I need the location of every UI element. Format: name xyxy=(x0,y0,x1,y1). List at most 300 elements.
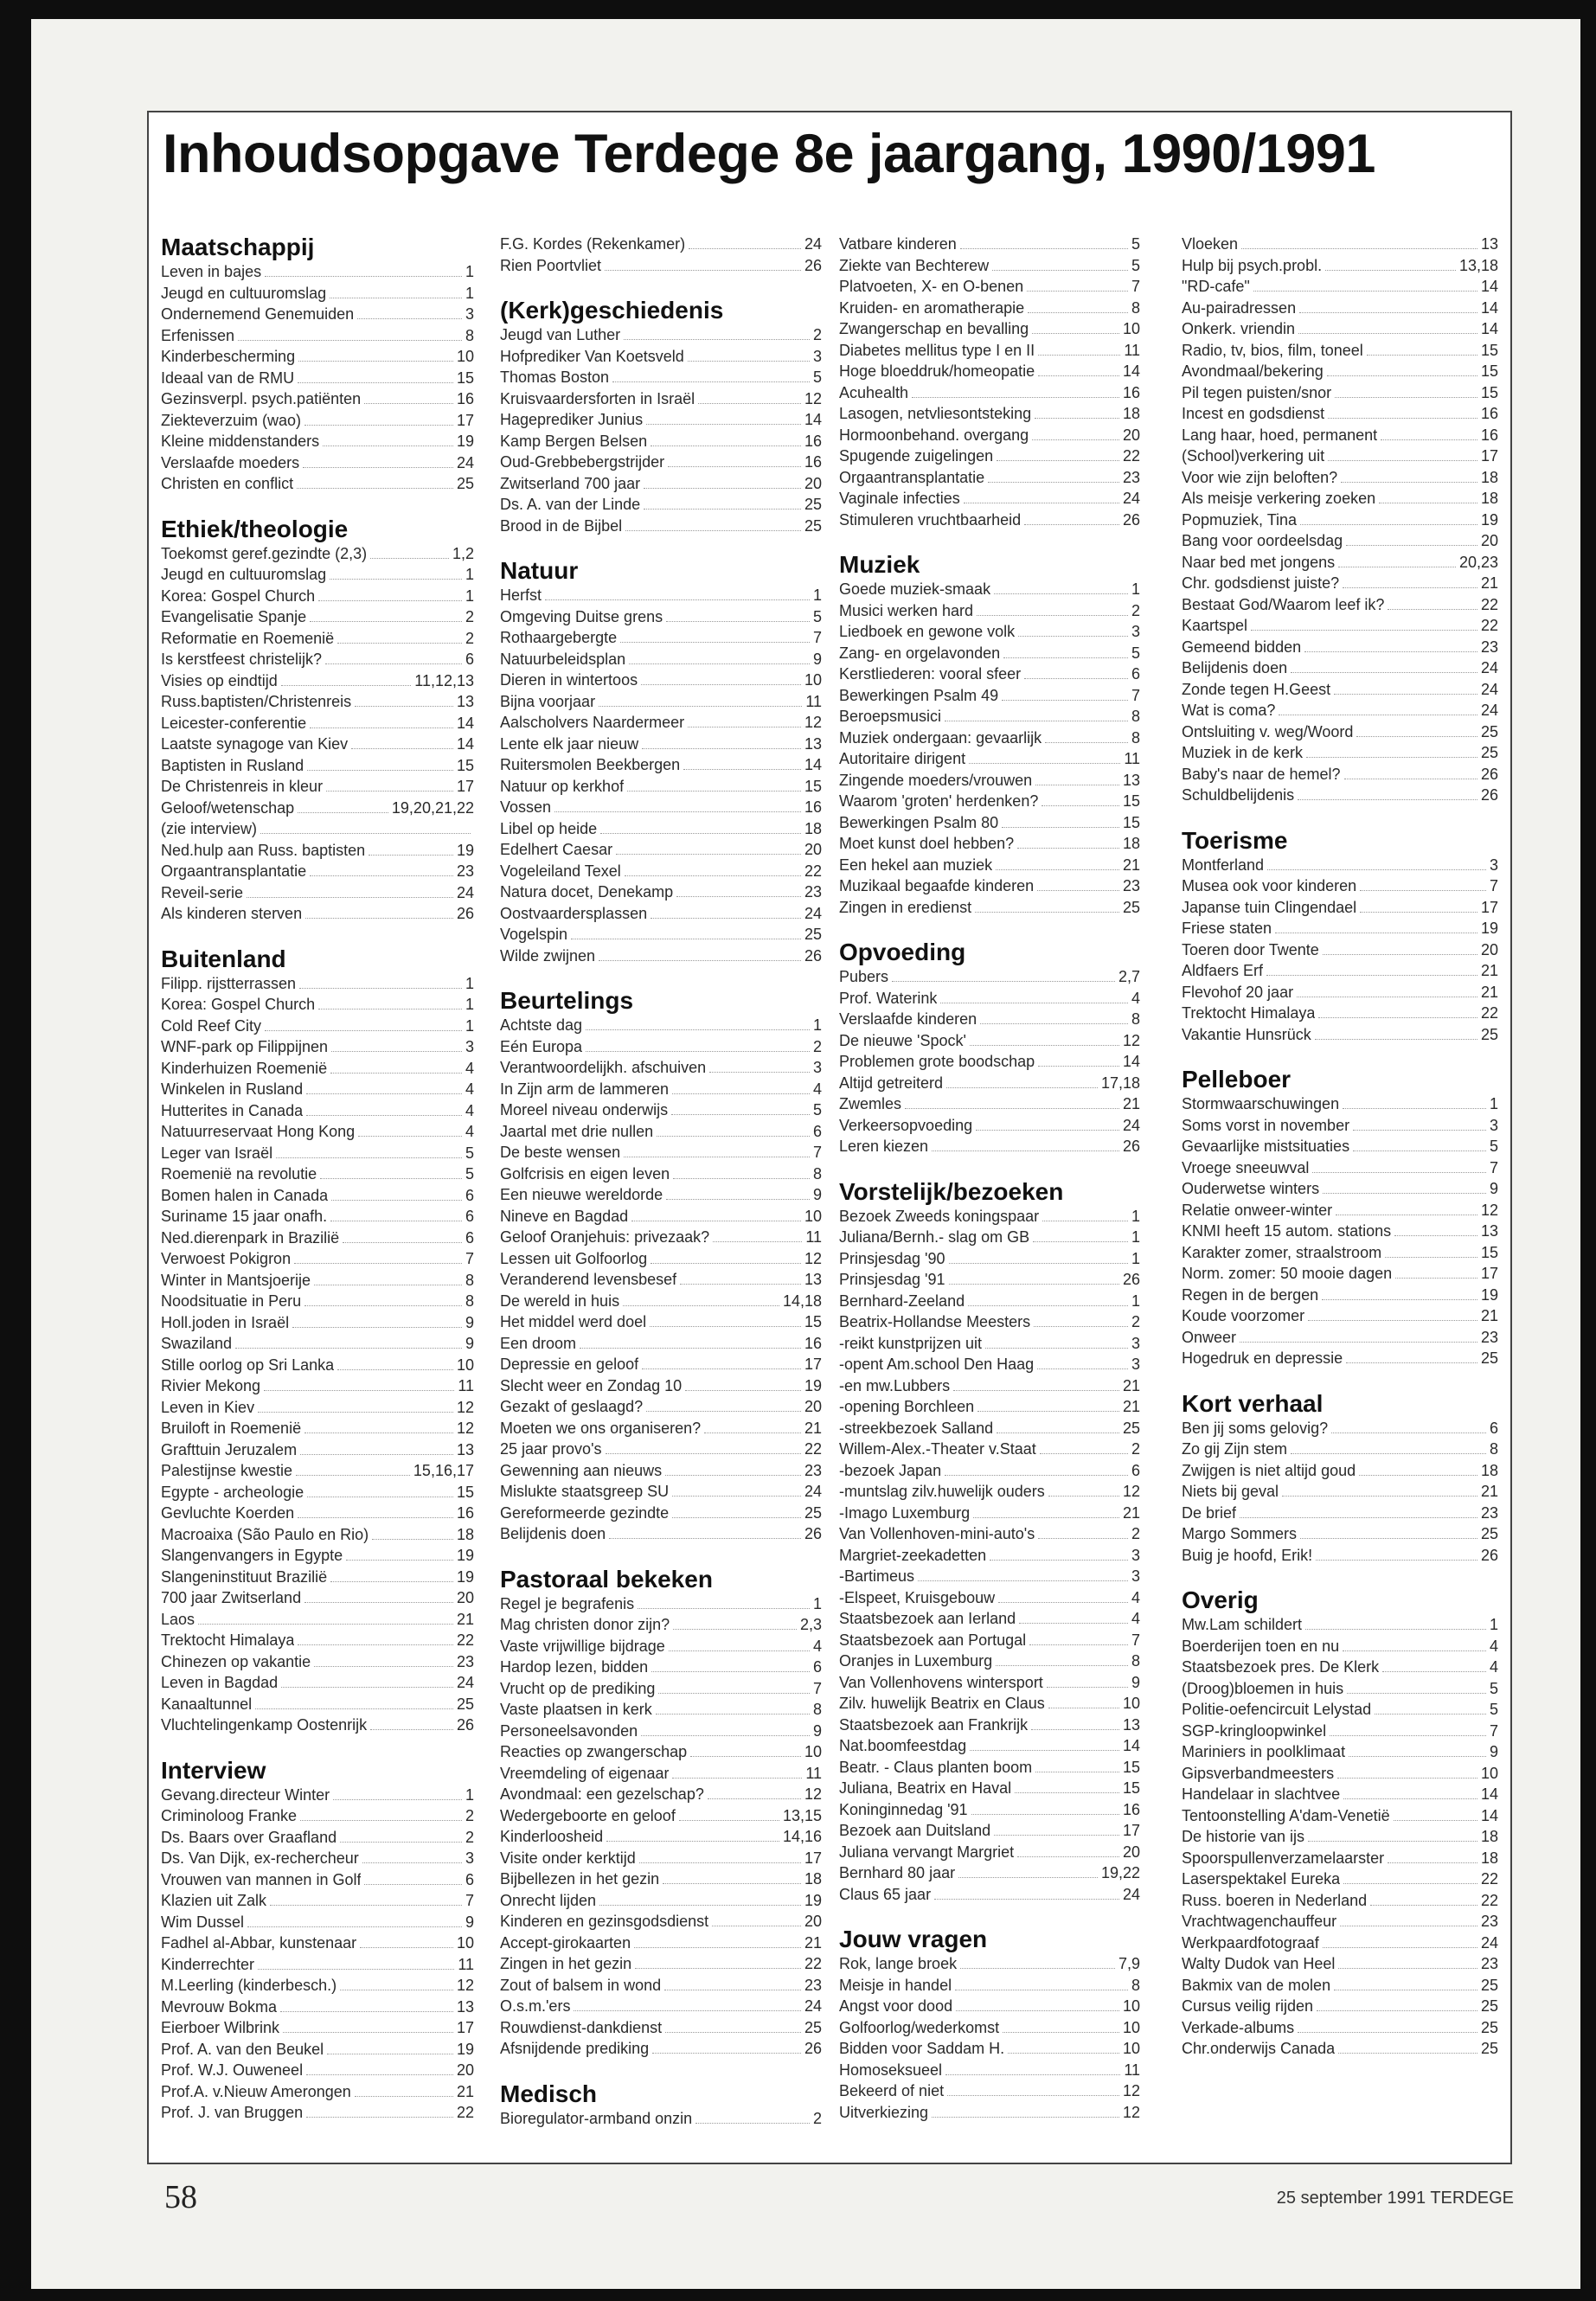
dot-leader xyxy=(297,488,453,489)
dot-leader xyxy=(304,1305,462,1306)
index-entry xyxy=(161,1545,474,1567)
dot-leader xyxy=(325,663,462,664)
index-entry xyxy=(500,1826,822,1848)
entry-title: Cold Reef City xyxy=(161,1016,262,1035)
entry-title: Muziek ondergaan: gevaarlijk xyxy=(839,728,1042,747)
entry-page-number: 1 xyxy=(1489,1095,1498,1112)
entry-title: Swaziland xyxy=(161,1335,233,1352)
entry-page-number: 15 xyxy=(1480,341,1498,359)
entry-page-number: 8 xyxy=(465,326,474,344)
entry-page-number: 26 xyxy=(456,905,474,922)
index-entry xyxy=(1182,1932,1498,1954)
dot-leader xyxy=(280,2011,453,2012)
index-entry xyxy=(500,1163,822,1185)
entry-page-number: 1 xyxy=(465,566,474,583)
dot-leader xyxy=(554,811,801,812)
entry-page-number: 7 xyxy=(1131,278,1140,295)
entry-title: Zo gij Zijn stem xyxy=(1182,1440,1288,1458)
index-entry xyxy=(1182,276,1498,298)
dot-leader xyxy=(683,769,801,770)
entry-title: Zwitserland 700 jaar xyxy=(500,474,641,492)
entry-title: Bioregulator-armband onzin xyxy=(500,2109,693,2127)
index-entry xyxy=(1182,1805,1498,1827)
entry-title: Kamp Bergen Belsen xyxy=(500,432,648,450)
dot-leader xyxy=(949,1284,1119,1285)
index-entry xyxy=(839,1248,1140,1270)
index-entry xyxy=(1182,425,1498,446)
index-entry xyxy=(839,1503,1140,1524)
entry-page-number: 2 xyxy=(1131,1313,1140,1330)
dot-leader xyxy=(673,1629,797,1630)
entry-title: Lente elk jaar nieuw xyxy=(500,734,639,753)
index-column-1 xyxy=(161,234,474,2124)
entry-page-number: 6 xyxy=(812,1122,822,1140)
dot-leader xyxy=(657,1136,810,1137)
index-entry xyxy=(1182,1503,1498,1524)
index-entry xyxy=(1182,1545,1498,1567)
section-heading: Maatschappij xyxy=(161,234,315,260)
entry-page-number: 17 xyxy=(804,1356,822,1373)
entry-title: Bezoek Zweeds koningspaar xyxy=(839,1207,1040,1225)
entry-page-number: 7 xyxy=(465,1250,474,1267)
index-entry xyxy=(161,1630,474,1651)
entry-title: Bewerkingen Psalm 49 xyxy=(839,686,999,704)
entry-title: Stimuleren vruchtbaarheid xyxy=(839,510,1022,529)
entry-title: Staatsbezoek aan Ierland xyxy=(839,1610,1016,1627)
dot-leader xyxy=(970,1045,1119,1046)
dot-leader xyxy=(1367,355,1477,356)
dot-leader xyxy=(1047,1687,1128,1688)
entry-title: Gemeend bidden xyxy=(1182,638,1302,656)
dot-leader xyxy=(977,1411,1119,1412)
index-entry xyxy=(1182,488,1498,510)
index-entry xyxy=(839,643,1140,664)
entry-title: Ondernemend Genemuiden xyxy=(161,305,355,323)
entry-title: Ds. Van Dijk, ex-rechercheur xyxy=(161,1849,359,1867)
index-entry xyxy=(839,966,1140,988)
index-entry xyxy=(839,340,1140,362)
dot-leader xyxy=(1003,657,1128,658)
dot-leader xyxy=(1315,1039,1477,1040)
entry-title: Popmuziek, Tina xyxy=(1182,510,1298,529)
index-entry xyxy=(161,840,474,862)
dot-leader xyxy=(574,2010,801,2011)
entry-title: Vaste vrijwillige bijdrage xyxy=(500,1637,665,1655)
index-entry xyxy=(839,1608,1140,1630)
index-entry xyxy=(839,748,1140,770)
dot-leader xyxy=(1038,375,1119,376)
index-entry xyxy=(1182,2017,1498,2039)
dot-leader xyxy=(238,340,462,341)
index-entry xyxy=(161,1397,474,1419)
entry-page-number: 14 xyxy=(1480,278,1498,295)
entry-page-number: 7 xyxy=(812,1679,822,1697)
entry-title: Rouwdienst-dankdienst xyxy=(500,2018,663,2036)
dot-leader xyxy=(298,812,388,813)
entry-page-number: 10 xyxy=(804,1743,822,1760)
entry-title: -muntslag zilv.huwelijk ouders xyxy=(839,1483,1045,1500)
dot-leader xyxy=(1291,672,1477,673)
entry-title: Au-pairadressen xyxy=(1182,298,1297,317)
index-entry xyxy=(500,776,822,798)
index-entry xyxy=(1182,340,1498,362)
entry-page-number: 23 xyxy=(1480,638,1498,656)
index-section xyxy=(500,2080,822,2130)
entry-title: O.s.m.'ers xyxy=(500,1997,571,2015)
entry-title: Erfenissen xyxy=(161,326,235,344)
entry-title: Stille oorlog op Sri Lanka xyxy=(161,1356,335,1374)
index-entry xyxy=(161,346,474,368)
entry-title: Reformatie en Roemenië xyxy=(161,629,335,647)
entry-title: Radio, tv, bios, film, toneel xyxy=(1182,341,1363,359)
dot-leader xyxy=(333,1799,462,1800)
index-entry xyxy=(500,1121,822,1143)
dot-leader xyxy=(310,875,453,876)
entry-page-number: 21 xyxy=(1480,1483,1498,1500)
dot-leader xyxy=(372,1539,453,1540)
entry-page-number: 16 xyxy=(1480,426,1498,444)
index-entry xyxy=(500,1418,822,1439)
index-entry xyxy=(500,861,822,882)
index-entry xyxy=(500,1721,822,1742)
index-column-4 xyxy=(1182,234,1498,2060)
section-heading: Beurtelings xyxy=(500,987,634,1014)
entry-page-number: 4 xyxy=(465,1080,474,1098)
dot-leader xyxy=(641,684,801,685)
index-entry xyxy=(839,1523,1140,1545)
scan-border-top xyxy=(0,0,1596,19)
entry-page-number: 19,20,21,22 xyxy=(391,798,474,817)
entry-title: Wat is coma? xyxy=(1182,702,1276,719)
entry-page-number: 14,16 xyxy=(782,1828,822,1845)
entry-title: Leren kiezen xyxy=(839,1138,929,1155)
entry-title: Bernhard 80 jaar xyxy=(839,1864,956,1881)
entry-title: Natuur op kerkhof xyxy=(500,777,625,795)
dot-leader xyxy=(656,1714,810,1715)
index-entry xyxy=(839,255,1140,277)
index-entry xyxy=(839,875,1140,897)
dot-leader xyxy=(1300,1538,1477,1539)
index-entry xyxy=(161,818,474,840)
index-entry xyxy=(500,1439,822,1460)
dot-leader xyxy=(360,1947,453,1948)
index-entry xyxy=(1182,855,1498,876)
index-entry xyxy=(1182,939,1498,961)
entry-page-number: 10 xyxy=(804,671,822,689)
dot-leader xyxy=(1337,1778,1477,1779)
index-entry xyxy=(839,988,1140,1009)
index-entry xyxy=(839,1227,1140,1248)
dot-leader xyxy=(1298,2032,1477,2033)
dot-leader xyxy=(676,896,801,897)
entry-title: F.G. Kordes (Rekenkamer) xyxy=(500,235,686,253)
dot-leader xyxy=(1282,1496,1477,1497)
index-entry xyxy=(500,516,822,537)
index-entry xyxy=(839,1842,1140,1863)
dot-leader xyxy=(1382,1671,1486,1672)
index-entry xyxy=(161,670,474,692)
entry-title: Vaste plaatsen in kerk xyxy=(500,1701,652,1718)
index-entry xyxy=(1182,657,1498,679)
index-entry xyxy=(500,1460,822,1482)
dot-leader xyxy=(668,466,801,467)
dot-leader xyxy=(318,600,462,601)
index-entry xyxy=(161,1567,474,1588)
entry-page-number: 14 xyxy=(804,756,822,773)
entry-title: Bestaat God/Waarom leef ik? xyxy=(1182,595,1385,613)
entry-title: In Zijn arm de lammeren xyxy=(500,1080,670,1098)
index-entry xyxy=(161,1848,474,1869)
entry-title: Van Vollenhovens wintersport xyxy=(839,1673,1043,1691)
index-entry xyxy=(839,1650,1140,1672)
dot-leader xyxy=(1019,1623,1128,1624)
entry-page-number: 12 xyxy=(1122,1031,1140,1049)
dot-leader xyxy=(586,1029,810,1030)
entry-page-number: 14 xyxy=(1122,1053,1140,1070)
entry-page-number: 11 xyxy=(458,1955,474,1973)
index-entry xyxy=(839,1030,1140,1052)
index-entry xyxy=(1182,1741,1498,1763)
section-heading: (Kerk)geschiedenis xyxy=(500,297,724,324)
entry-title: Nineve en Bagdad xyxy=(500,1207,629,1225)
entry-page-number: 6 xyxy=(465,1870,474,1888)
entry-page-number: 5 xyxy=(465,1165,474,1183)
entry-page-number: 10 xyxy=(1122,1695,1140,1712)
entry-title: Vrouwen van mannen in Golf xyxy=(161,1870,362,1888)
entry-page-number: 4 xyxy=(465,1123,474,1140)
index-entry xyxy=(161,1058,474,1080)
dot-leader xyxy=(708,1798,801,1799)
index-entry xyxy=(839,1093,1140,1115)
dot-leader xyxy=(1300,524,1477,525)
dot-leader xyxy=(1318,1017,1477,1018)
dot-leader xyxy=(960,248,1128,249)
dot-leader xyxy=(606,1841,779,1842)
entry-title: Chr.onderwijs Canada xyxy=(1182,2040,1336,2057)
dot-leader xyxy=(625,530,801,531)
entry-title: Golfcrisis en eigen leven xyxy=(500,1164,670,1183)
entry-title: Als kinderen sterven xyxy=(161,905,303,922)
entry-title: Leven in Kiev xyxy=(161,1398,255,1416)
entry-page-number: 21 xyxy=(1480,574,1498,592)
index-entry xyxy=(161,2081,474,2103)
entry-title: Hoge bloeddruk/homeopatie xyxy=(839,362,1035,380)
page-number: 58 xyxy=(164,2179,197,2215)
entry-title: Zonde tegen H.Geest xyxy=(1182,680,1331,698)
entry-page-number: 1,2 xyxy=(452,544,474,562)
entry-page-number: 22 xyxy=(804,862,822,880)
entry-page-number: 11 xyxy=(1124,341,1140,359)
dot-leader xyxy=(680,1284,801,1285)
entry-title: Voor wie zijn beloften? xyxy=(1182,468,1338,486)
entry-title: Gezinsverpl. psych.patiënten xyxy=(161,390,362,407)
index-entry xyxy=(1182,1481,1498,1503)
entry-page-number: 25 xyxy=(1480,2018,1498,2036)
entry-page-number: 21 xyxy=(1122,856,1140,874)
index-entry xyxy=(1182,1953,1498,1975)
index-entry xyxy=(500,1142,822,1163)
entry-title: 700 jaar Zwitserland xyxy=(161,1589,302,1606)
entry-page-number: 26 xyxy=(1480,1546,1498,1564)
entry-title: Fadhel al-Abbar, kunstenaar xyxy=(161,1934,357,1952)
entry-page-number: 17 xyxy=(804,1849,822,1867)
dot-leader xyxy=(1343,1650,1486,1651)
index-entry xyxy=(1182,1327,1498,1349)
entry-page-number: 24 xyxy=(804,1483,822,1500)
entry-page-number: 19 xyxy=(456,1547,474,1564)
index-entry xyxy=(839,2080,1140,2102)
dot-leader xyxy=(1017,848,1119,849)
dot-leader xyxy=(370,1729,453,1730)
entry-page-number: 15 xyxy=(456,1483,474,1501)
dot-leader xyxy=(281,685,412,686)
entry-title: Russ.baptisten/Christenreis xyxy=(161,693,352,710)
dot-leader xyxy=(969,763,1120,764)
dot-leader xyxy=(1015,1792,1119,1793)
entry-title: Vakantie Hunsrück xyxy=(1182,1025,1311,1043)
index-entry xyxy=(161,452,474,474)
index-entry xyxy=(839,685,1140,707)
entry-title: -bezoek Japan xyxy=(839,1461,942,1479)
index-entry xyxy=(839,791,1140,812)
index-entry xyxy=(500,670,822,691)
dot-leader xyxy=(330,1581,453,1582)
entry-title: Willem-Alex.-Theater v.Staat xyxy=(839,1440,1036,1458)
entry-title: De beste wensen xyxy=(500,1144,621,1161)
entry-title: Vaginale infecties xyxy=(839,490,960,507)
dot-leader xyxy=(690,1756,801,1757)
entry-page-number: 26 xyxy=(1480,786,1498,804)
index-entry xyxy=(1182,1784,1498,1805)
entry-page-number: 25 xyxy=(456,475,474,492)
entry-title: WNF-park op Filippijnen xyxy=(161,1038,329,1055)
index-entry xyxy=(161,691,474,713)
dot-leader xyxy=(355,2096,453,2097)
entry-page-number: 23 xyxy=(1480,1913,1498,1930)
entry-title: Toekomst geref.gezindte (2,3) xyxy=(161,544,368,562)
entry-page-number: 2 xyxy=(465,1828,474,1846)
dot-leader xyxy=(635,1968,801,1969)
entry-title: Vogeleiland Texel xyxy=(500,862,621,880)
dot-leader xyxy=(314,1666,453,1667)
index-entry xyxy=(161,1869,474,1891)
dot-leader xyxy=(996,1665,1128,1666)
entry-page-number: 13,15 xyxy=(782,1806,822,1824)
entry-title: Jeugd van Luther xyxy=(500,326,621,343)
dot-leader xyxy=(1040,1453,1128,1454)
dot-leader xyxy=(1335,397,1477,398)
dot-leader xyxy=(1008,2053,1119,2054)
dot-leader xyxy=(304,1602,453,1603)
entry-title: Roemenië na revolutie xyxy=(161,1165,317,1183)
index-entry xyxy=(500,1015,822,1036)
entry-title: Pubers xyxy=(839,968,889,985)
index-entry xyxy=(161,1375,474,1397)
entry-page-number: 17,18 xyxy=(1100,1074,1140,1092)
index-entry xyxy=(161,713,474,734)
entry-page-number: 20 xyxy=(456,1589,474,1606)
entry-title: Ideaal van de RMU xyxy=(161,369,295,387)
entry-page-number: 22 xyxy=(1480,1004,1498,1022)
index-entry xyxy=(161,283,474,304)
entry-title: Margo Sommers xyxy=(1182,1525,1298,1542)
entry-page-number: 1 xyxy=(465,974,474,992)
entry-title: Stormwaarschuwingen xyxy=(1182,1095,1340,1112)
index-entry xyxy=(161,410,474,432)
dot-leader xyxy=(1316,1560,1477,1561)
entry-page-number: 17 xyxy=(456,2019,474,2036)
entry-page-number: 23 xyxy=(804,1976,822,1994)
index-entry xyxy=(500,2108,822,2130)
index-entry xyxy=(1182,573,1498,594)
entry-title: Vreemdeling of eigenaar xyxy=(500,1764,670,1782)
entry-title: Vloeken xyxy=(1182,235,1239,253)
entry-page-number: 24 xyxy=(804,904,822,922)
index-section xyxy=(839,1178,1140,1906)
dot-leader xyxy=(985,1348,1128,1349)
dot-leader xyxy=(672,1778,802,1779)
entry-page-number: 8 xyxy=(1131,708,1140,725)
entry-title: Laserspektakel Eureka xyxy=(1182,1870,1341,1888)
entry-page-number: 23 xyxy=(1122,468,1140,486)
entry-page-number: 26 xyxy=(1480,765,1498,783)
entry-title: Gevluchte Koerden xyxy=(161,1504,295,1522)
entry-title: Hutterites in Canada xyxy=(161,1101,304,1119)
entry-page-number: 21 xyxy=(804,1419,822,1437)
entry-title: Verwoest Pokigron xyxy=(161,1250,292,1267)
entry-page-number: 2 xyxy=(812,1037,822,1055)
index-entry xyxy=(500,1868,822,1890)
dot-leader xyxy=(1325,270,1456,271)
index-entry xyxy=(839,234,1140,255)
entry-title: Liedboek en gewone volk xyxy=(839,623,1016,640)
index-entry xyxy=(1182,1721,1498,1742)
entry-page-number: 11 xyxy=(458,1377,474,1394)
entry-title: Cursus veilig rijden xyxy=(1182,1997,1314,2015)
dot-leader xyxy=(1299,312,1477,313)
entry-page-number: 10 xyxy=(1480,1764,1498,1782)
index-entry xyxy=(161,1912,474,1933)
entry-title: Werkpaardfotograaf xyxy=(1182,1933,1319,1952)
entry-title: Leven in bajes xyxy=(161,263,262,280)
index-entry xyxy=(1182,1975,1498,1997)
index-entry xyxy=(839,1820,1140,1842)
index-entry xyxy=(161,1785,474,1806)
section-heading: Vorstelijk/bezoeken xyxy=(839,1177,1064,1205)
entry-title: Bewerkingen Psalm 80 xyxy=(839,813,999,831)
entry-title: Bijbellezen in het gezin xyxy=(500,1870,660,1888)
dot-leader xyxy=(270,1905,462,1906)
index-entry xyxy=(500,1248,822,1270)
entry-title: Bakmix van de molen xyxy=(1182,1976,1331,1994)
entry-page-number: 14 xyxy=(804,411,822,428)
entry-page-number: 18 xyxy=(1480,1849,1498,1867)
dot-leader xyxy=(629,663,810,664)
dot-leader xyxy=(713,1241,802,1242)
dot-leader xyxy=(1298,333,1477,334)
dot-leader xyxy=(258,1412,453,1413)
entry-page-number: 18 xyxy=(1480,490,1498,507)
dot-leader xyxy=(264,1390,454,1391)
index-section xyxy=(1182,827,1498,1046)
index-entry xyxy=(1182,1678,1498,1700)
entry-page-number: 18 xyxy=(1480,1828,1498,1845)
dot-leader xyxy=(306,1093,462,1094)
dot-leader xyxy=(949,1263,1128,1264)
index-entry xyxy=(839,510,1140,531)
dot-leader xyxy=(651,1671,810,1672)
entry-title: Walty Dudok van Heel xyxy=(1182,1955,1336,1972)
